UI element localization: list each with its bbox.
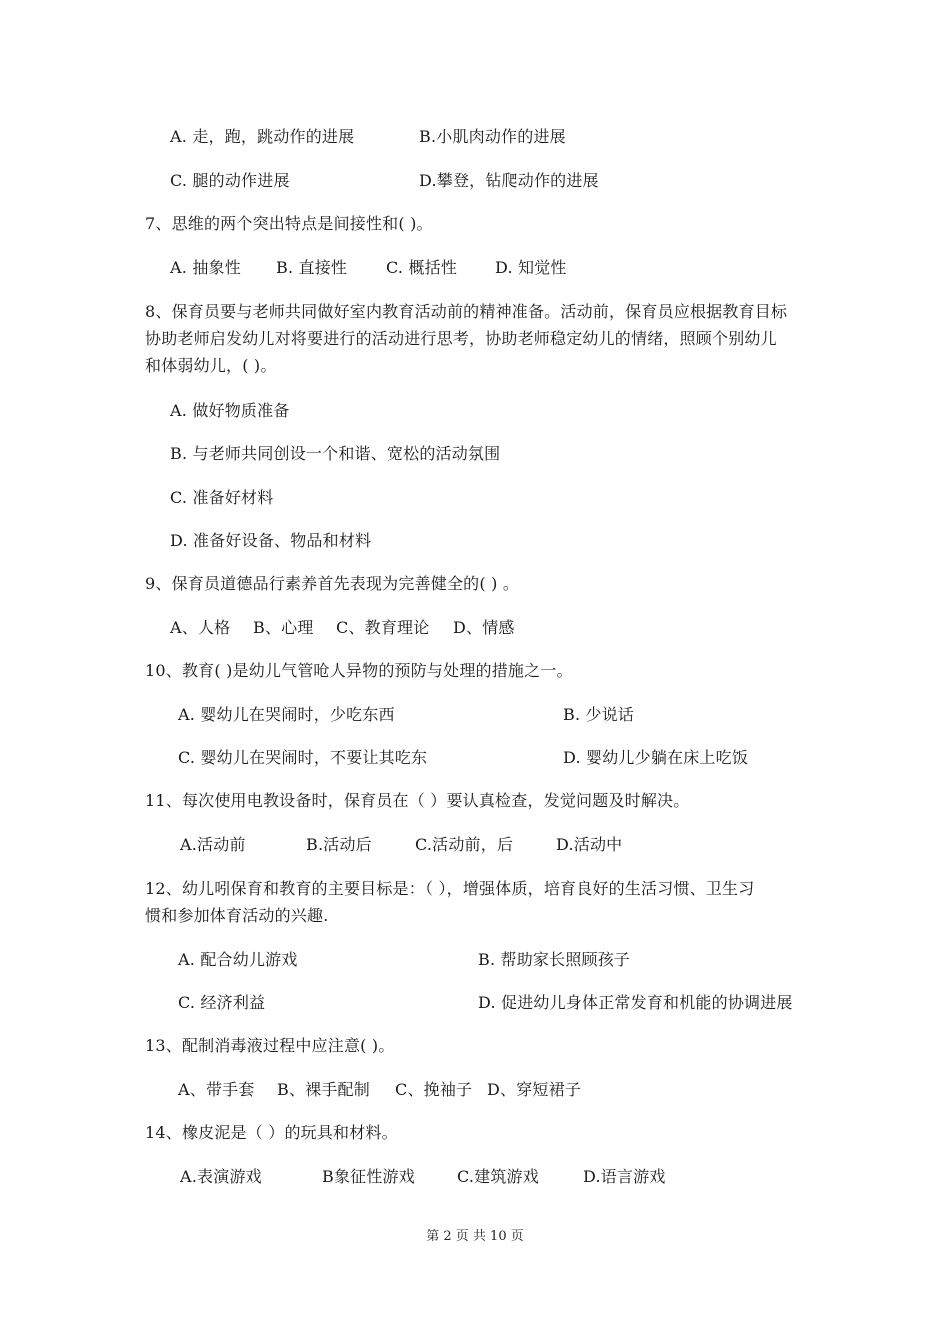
q8-option-b: B. 与老师共同创设一个和谐、宽松的活动氛围 — [170, 444, 501, 463]
q14-option-c: C.建筑游戏 — [457, 1167, 539, 1186]
q8-option-c: C. 准备好材料 — [170, 488, 274, 507]
q8-option-d: D. 准备好设备、物品和材料 — [170, 531, 372, 550]
q8-option-a: A. 做好物质准备 — [170, 401, 290, 420]
q7-stem: 7、思维的两个突出特点是间接性和( )。 — [145, 214, 433, 233]
q10-option-a: A. 婴幼儿在哭闹时，少吃东西 — [178, 705, 395, 724]
q12-option-a: A. 配合幼儿游戏 — [178, 950, 298, 969]
q13-option-c: C、挽袖子 — [395, 1080, 473, 1099]
q10-stem: 10、教育( )是幼儿气管呛人异物的预防与处理的措施之一。 — [145, 661, 573, 680]
q13-option-a: A、带手套 — [178, 1080, 255, 1099]
q12-option-c: C. 经济利益 — [178, 993, 266, 1012]
q6-option-c: C. 腿的动作进展 — [170, 171, 290, 190]
q11-option-c: C.活动前，后 — [415, 835, 514, 854]
q13-stem: 13、配制消毒液过程中应注意( )。 — [145, 1036, 395, 1055]
q7-option-b: B. 直接性 — [276, 258, 348, 277]
q14-stem: 14、橡皮泥是（ ）的玩具和材料。 — [145, 1123, 398, 1142]
q8-stem-line2: 协助老师启发幼儿对将要进行的活动进行思考，协助老师稳定幼儿的情绪，照顾个别幼儿 — [145, 329, 777, 348]
q10-option-c: C. 婴幼儿在哭闹时，不要让其吃东 — [178, 748, 428, 767]
q10-option-d: D. 婴幼儿少躺在床上吃饭 — [563, 748, 749, 767]
q11-option-d: D.活动中 — [556, 835, 623, 854]
q9-option-c: C、教育理论 — [336, 618, 430, 637]
q7-option-c: C. 概括性 — [386, 258, 458, 277]
q9-option-b: B、心理 — [253, 618, 314, 637]
q7-option-d: D. 知觉性 — [495, 258, 567, 277]
q11-option-b: B.活动后 — [306, 835, 372, 854]
q11-stem: 11、每次使用电教设备时，保育员在（ ）要认真检查，发觉问题及时解决。 — [145, 791, 690, 810]
q12-option-d: D. 促进幼儿身体正常发育和机能的协调进展 — [478, 993, 793, 1012]
q6-option-d: D.攀登，钻爬动作的进展 — [419, 171, 599, 190]
q12-option-b: B. 帮助家长照顾孩子 — [478, 950, 631, 969]
q9-option-a: A、人格 — [170, 618, 231, 637]
q6-option-b: B.小肌肉动作的进展 — [419, 127, 566, 146]
q13-option-d: D、穿短裙子 — [487, 1080, 582, 1099]
q6-option-a: A. 走，跑，跳动作的进展 — [170, 127, 355, 146]
q14-option-d: D.语言游戏 — [583, 1167, 666, 1186]
q7-option-a: A. 抽象性 — [170, 258, 241, 277]
q14-option-a: A.表演游戏 — [180, 1167, 262, 1186]
q9-option-d: D、情感 — [453, 618, 515, 637]
q8-stem-line3: 和体弱幼儿，( )。 — [145, 356, 277, 375]
q12-stem-line1: 12、幼儿吲保育和教育的主要目标是：（ ），增强体质，培育良好的生活习惯、卫生习 — [145, 879, 755, 898]
q9-stem: 9、保育员道德品行素养首先表现为完善健全的( ) 。 — [145, 574, 520, 593]
q12-stem-line2: 惯和参加体育活动的兴趣. — [145, 906, 329, 925]
q14-option-b: B象征性游戏 — [322, 1167, 415, 1186]
q13-option-b: B、裸手配制 — [277, 1080, 370, 1099]
q11-option-a: A.活动前 — [180, 835, 246, 854]
q10-option-b: B. 少说话 — [563, 705, 635, 724]
q8-stem-line1: 8、保育员要与老师共同做好室内教育活动前的精神准备。活动前，保育员应根据教育目标 — [145, 302, 788, 321]
page-footer: 第 2 页 共 10 页 — [426, 1229, 524, 1244]
